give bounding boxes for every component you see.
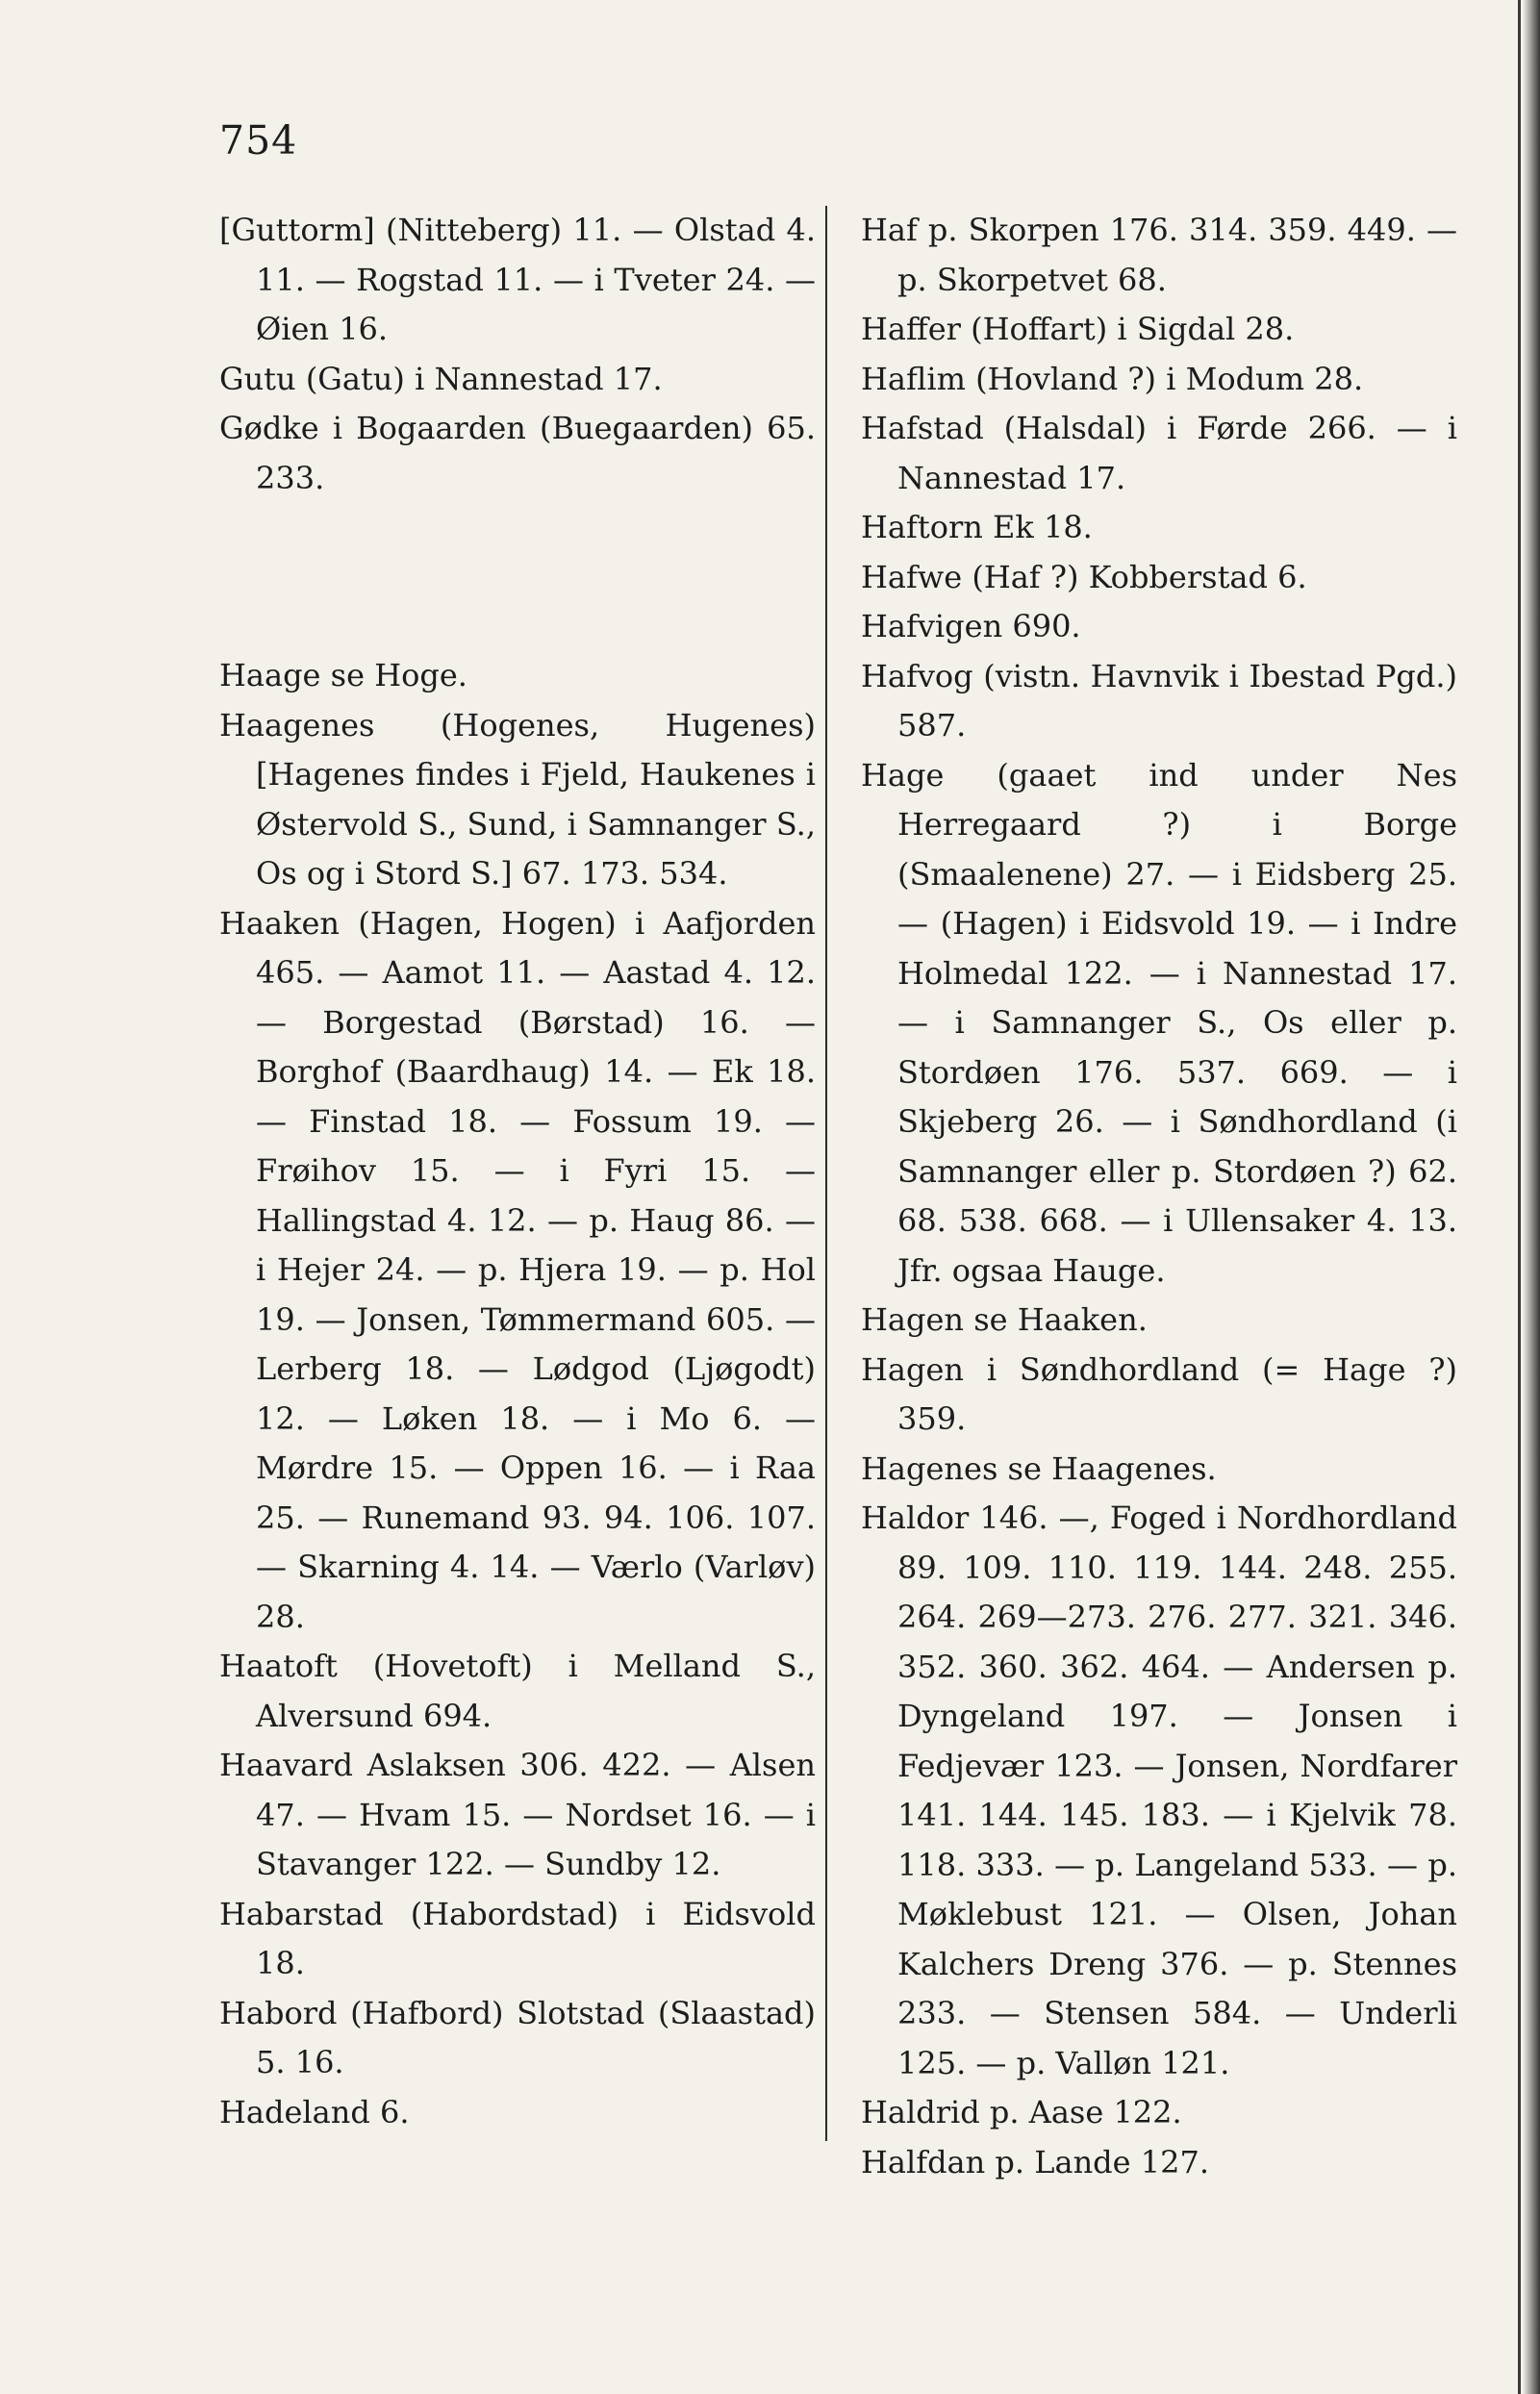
index-entry: Haf p. Skorpen 176. 314. 359. 449. — p. Skorpetvet 68. xyxy=(861,212,1457,298)
index-entry: Gutu (Gatu) i Nannestad 17. xyxy=(219,360,663,397)
index-entry: [Guttorm] (Nitteberg) 11. — Olstad 4. 11. — Rogstad 11. — i Tveter 24. — Øien 16. xyxy=(219,212,816,347)
index-entry: Hadeland 6. xyxy=(219,2093,410,2130)
section-gap xyxy=(219,503,816,651)
index-entry: Hagen se Haaken. xyxy=(861,1301,1148,1338)
page-edge-line xyxy=(1518,0,1521,2394)
index-entry: Habarstad (Habordstad) i Eidsvold 18. xyxy=(219,1895,816,1981)
index-entry: Haatoft (Hovetoft) i Melland S., Alversund 694. xyxy=(219,1648,816,1734)
index-entry: Hage (gaaet ind under Nes Herregaard ?) i Borge (Smaalenene) 27. — i Eidsberg 25. — (Hagen) i Eidsvold 19. — i Indre Holmedal 122. — i Nannestad 17. — i Samnanger S., Os eller p. Stordøen 176. 537. 669. — i Skjeberg 26. — i Søndhordland (i Samnanger eller p. Stordøen ?) 62. 68. 538. 668. — i Ullensaker 4. 13. Jfr. ogsaa Hauge. xyxy=(861,756,1457,1289)
index-entry: Haftorn Ek 18. xyxy=(861,509,1093,545)
index-entry: Haaken (Hagen, Hogen) i Aafjorden 465. — Aamot 11. — Aastad 4. 12. — Borgestad (Børstad) 16. — Borghof (Baardhaug) 14. — Ek 18. — Finstad 18. — Fossum 19. — Frøihov 15. — i Fyri 15. — Hallingstad 4. 12. — p. Haug 86. — i Hejer 24. — p. Hjera 19. — p. Hol 19. — Jonsen, Tømmermand 605. — Lerberg 18. — Lødgod (Ljøgodt) 12. — Løken 18. — i Mo 6. — Mørdre 15. — Oppen 16. — i Raa 25. — Runemand 93. 94. 106. 107. — Skarning 4. 14. — Værlo (Varløv) 28. xyxy=(219,904,816,1635)
index-entry: Hafwe (Haf ?) Kobberstad 6. xyxy=(861,558,1307,595)
index-entry: Haffer (Hoffart) i Sigdal 28. xyxy=(861,311,1295,347)
index-entry: Halfdan p. Lande 127. xyxy=(861,2143,1210,2180)
page-edge-shadow xyxy=(1523,0,1540,2394)
column-divider xyxy=(825,206,827,2141)
page-number: 754 xyxy=(219,117,298,164)
index-entry: Haflim (Hovland ?) i Modum 28. xyxy=(861,360,1364,397)
index-entry: Hafvog (vistn. Havnvik i Ibestad Pgd.) 587. xyxy=(861,657,1457,743)
index-entry: Hagen i Søndhordland (= Hage ?) 359. xyxy=(861,1350,1457,1437)
index-entry: Hafstad (Halsdal) i Førde 266. — i Nannestad 17. xyxy=(861,410,1457,496)
index-entry: Haage se Hoge. xyxy=(219,657,467,693)
right-column xyxy=(861,206,1457,2187)
index-entry: Haagenes (Hogenes, Hugenes) [Hagenes findes i Fjeld, Haukenes i Østervold S., Sund, i Samnanger S., Os og i Stord S.] 67. 173. 534. xyxy=(219,706,816,892)
index-entry: Haldrid p. Aase 122. xyxy=(861,2094,1182,2130)
index-entry: Haavard Aslaksen 306. 422. — Alsen 47. — Hvam 15. — Nordset 16. — i Stavanger 122. — Sundby 12. xyxy=(219,1747,816,1882)
index-entry: Haldor 146. —, Foged i Nordhordland 89. 109. 110. 119. 144. 248. 255. 264. 269—273. 276. 277. 321. 346. 352. 360. 362. 464. — Andersen p. Dyngeland 197. — Jonsen i Fedjevær 123. — Jonsen, Nordfarer 141. 144. 145. 183. — i Kjelvik 78. 118. 333. — p. Langeland 533. — p. Møklebust 121. — Olsen, Johan Kalchers Dreng 376. — p. Stennes 233. — Stensen 584. — Underli 125. — p. Valløn 121. xyxy=(861,1499,1457,2081)
index-entry: Hafvigen 690. xyxy=(861,608,1081,644)
left-column xyxy=(219,206,816,2137)
index-entry: Gødke i Bogaarden (Buegaarden) 65. 233. xyxy=(219,410,816,496)
index-entry: Habord (Hafbord) Slotstad (Slaastad) 5. 16. xyxy=(219,1994,816,2080)
index-entry: Hagenes se Haagenes. xyxy=(861,1449,1217,1487)
